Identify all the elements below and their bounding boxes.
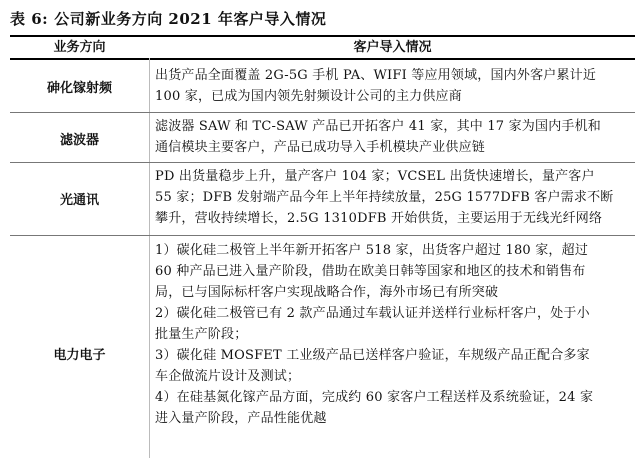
row-content-power-electronics (155, 240, 633, 429)
row-label-gaas-rf: 砷化镓射频 (46, 81, 112, 96)
row-text-line: 攀升，营收持续增长，2.5G 1310DFB 开始供货，主要运用于无线光纤网络 (155, 211, 603, 226)
table-top-rule (10, 35, 635, 37)
row-label-filter: 滤波器 (59, 133, 99, 148)
row-text-line: 出货产品全面覆盖 2G-5G 手机 PA、WIFI 等应用领域，国内外客户累计近 (155, 68, 597, 83)
row-label-power-electronics: 电力电子 (53, 348, 106, 363)
row-text-line: 4）在硅基氮化镓产品方面，完成约 60 家客户工程送样及系统验证，24 家 (155, 390, 594, 405)
row-text-line: 局，已与国际标杆客户实现战略合作，海外市场已有所突破 (155, 285, 499, 300)
row-text-line: 2）碳化硅二极管已有 2 款产品通过车载认证并送样行业标杆客户，处于小 (155, 306, 590, 321)
row-text-line: 60 种产品已进入量产阶段，借助在欧美日韩等国家和地区的技术和销售布 (155, 264, 586, 279)
row-content-gaas-rf (155, 65, 633, 107)
row-label-optical: 光通讯 (59, 193, 99, 208)
row-divider (10, 112, 635, 113)
table-caption-title: 公司新业务方向 2021 年客户导入情况 (54, 10, 327, 28)
row-divider (10, 162, 635, 163)
row-text-line: 批量生产阶段； (155, 327, 248, 342)
header-customers: 客户导入情况 (353, 40, 432, 55)
row-text-line: 通信模块主要客户，产品已成功导入手机模块产业供应链 (155, 140, 486, 155)
row-text-line: 滤波器 SAW 和 TC-SAW 产品已开拓客户 41 家，其中 17 家为国内手机和 (155, 119, 602, 134)
table-caption-label: 表 6: (10, 10, 49, 28)
row-content-optical (155, 166, 633, 229)
row-text-line: 55 家；DFB 发射端产品今年上半年持续放量，25G 1577DFB 客户需求不断 (155, 190, 614, 205)
header-bottom-rule (10, 58, 635, 60)
row-text-line: 进入量产阶段，产品性能优越 (155, 411, 327, 426)
column-divider (149, 58, 150, 458)
table-caption (10, 8, 326, 29)
header-direction: 业务方向 (53, 40, 106, 55)
row-text-line: 1）碳化硅二极管上半年新开拓客户 518 家，出货客户超过 180 家，超过 (155, 243, 589, 258)
row-text-line: 100 家，已成为国内领先射频设计公司的主力供应商 (155, 89, 462, 104)
row-divider (10, 235, 635, 236)
row-text-line: PD 出货量稳步上升，量产客户 104 家；VCSEL 出货快速增长，量产客户 (155, 169, 595, 184)
row-text-line: 车企做流片设计及测试； (155, 369, 301, 384)
row-text-line: 3）碳化硅 MOSFET 工业级产品已送样客户验证，车规级产品正配合多家 (155, 348, 590, 363)
row-content-filter (155, 116, 633, 158)
